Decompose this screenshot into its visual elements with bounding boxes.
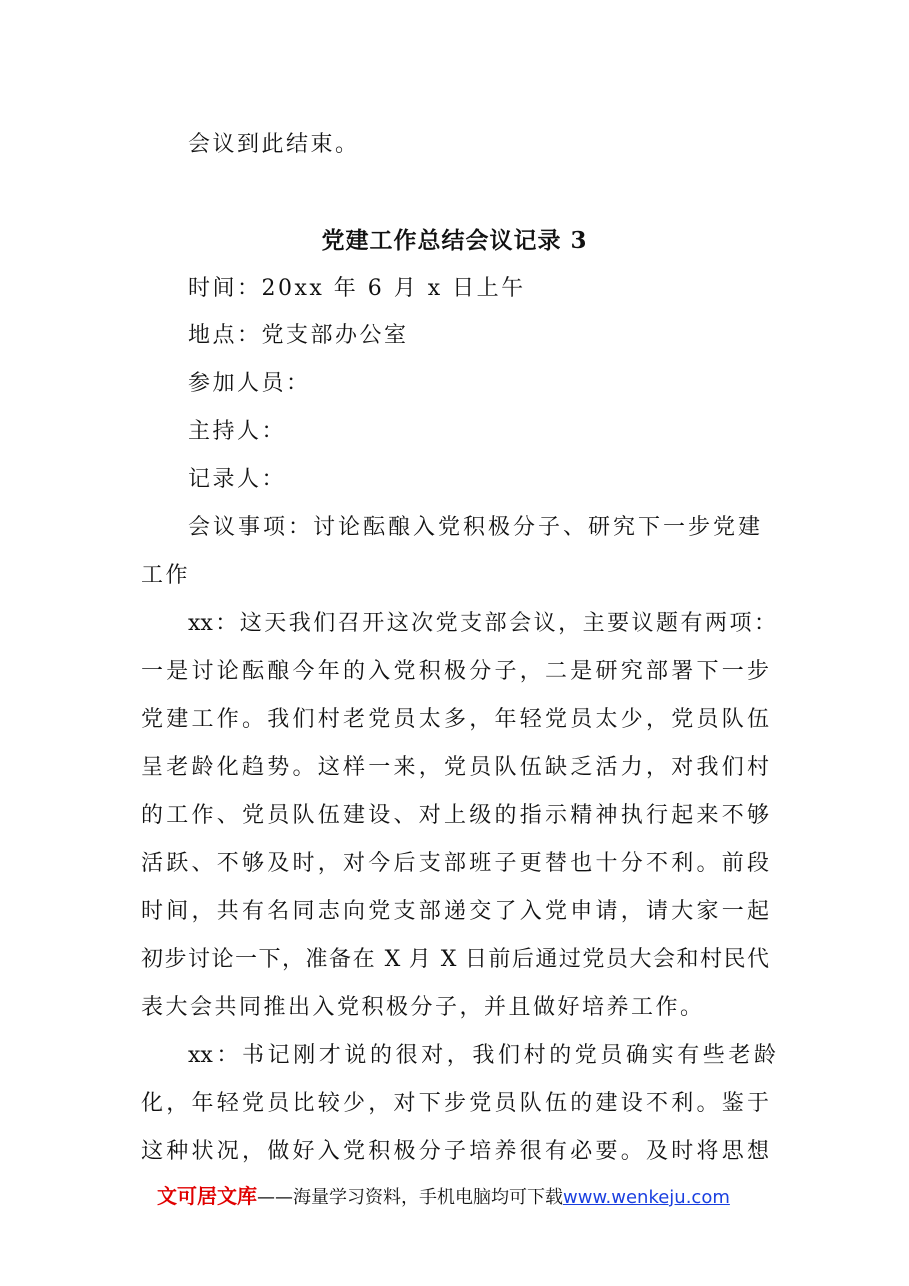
- field-time: 时间：20xx 年 6 月 x 日上午: [188, 276, 526, 301]
- footer-banner: [157, 1183, 730, 1211]
- paragraph-line: 呈老龄化趋势。这样一来，党员队伍缺乏活力，对我们村: [141, 755, 769, 780]
- footer-brand: 文可居文库: [157, 1184, 257, 1208]
- paragraph-line: 一是讨论酝酿今年的入党积极分子，二是研究部署下一步: [141, 659, 769, 684]
- field-place: 地点：党支部办公室: [188, 323, 409, 348]
- paragraph-line: 党建工作。我们村老党员太多，年轻党员太少，党员队伍: [141, 707, 769, 732]
- closing-text: 会议到此结束。: [188, 132, 360, 157]
- agenda-line-1: 会议事项：讨论酝酿入党积极分子、研究下一步党建: [188, 515, 764, 540]
- paragraph-line: 化，年轻党员比较少，对下步党员队伍的建设不利。鉴于: [141, 1091, 769, 1116]
- footer-slogan: ——海量学习资料，手机电脑均可下载: [257, 1187, 563, 1208]
- agenda-line-2: 工作: [141, 563, 191, 588]
- paragraph-line: 这种状况，做好入党积极分子培养很有必要。及时将思想: [141, 1139, 769, 1164]
- paragraph-line: 的工作、党员队伍建设、对上级的指示精神执行起来不够: [141, 803, 769, 828]
- paragraph-line: 时间，共有名同志向党支部递交了入党申请，请大家一起: [141, 899, 769, 924]
- field-recorder: 记录人：: [188, 467, 287, 492]
- paragraph-line: 活跃、不够及时，对今后支部班子更替也十分不利。前段: [141, 851, 769, 876]
- footer-link[interactable]: www.wenkeju.com: [563, 1187, 730, 1208]
- field-attendees: 参加人员：: [188, 371, 311, 396]
- paragraph-line: 表大会共同推出入党积极分子，并且做好培养工作。: [141, 995, 705, 1020]
- paragraph-line: 初步讨论一下，准备在 X 月 X 日前后通过党员大会和村民代: [141, 947, 769, 972]
- field-host: 主持人：: [188, 419, 287, 444]
- paragraph-line: xx：这天我们召开这次党支部会议，主要议题有两项：: [188, 611, 776, 636]
- document-title: 党建工作总结会议记录 3: [321, 227, 588, 254]
- paragraph-line: xx：书记刚才说的很对，我们村的党员确实有些老龄: [188, 1043, 776, 1068]
